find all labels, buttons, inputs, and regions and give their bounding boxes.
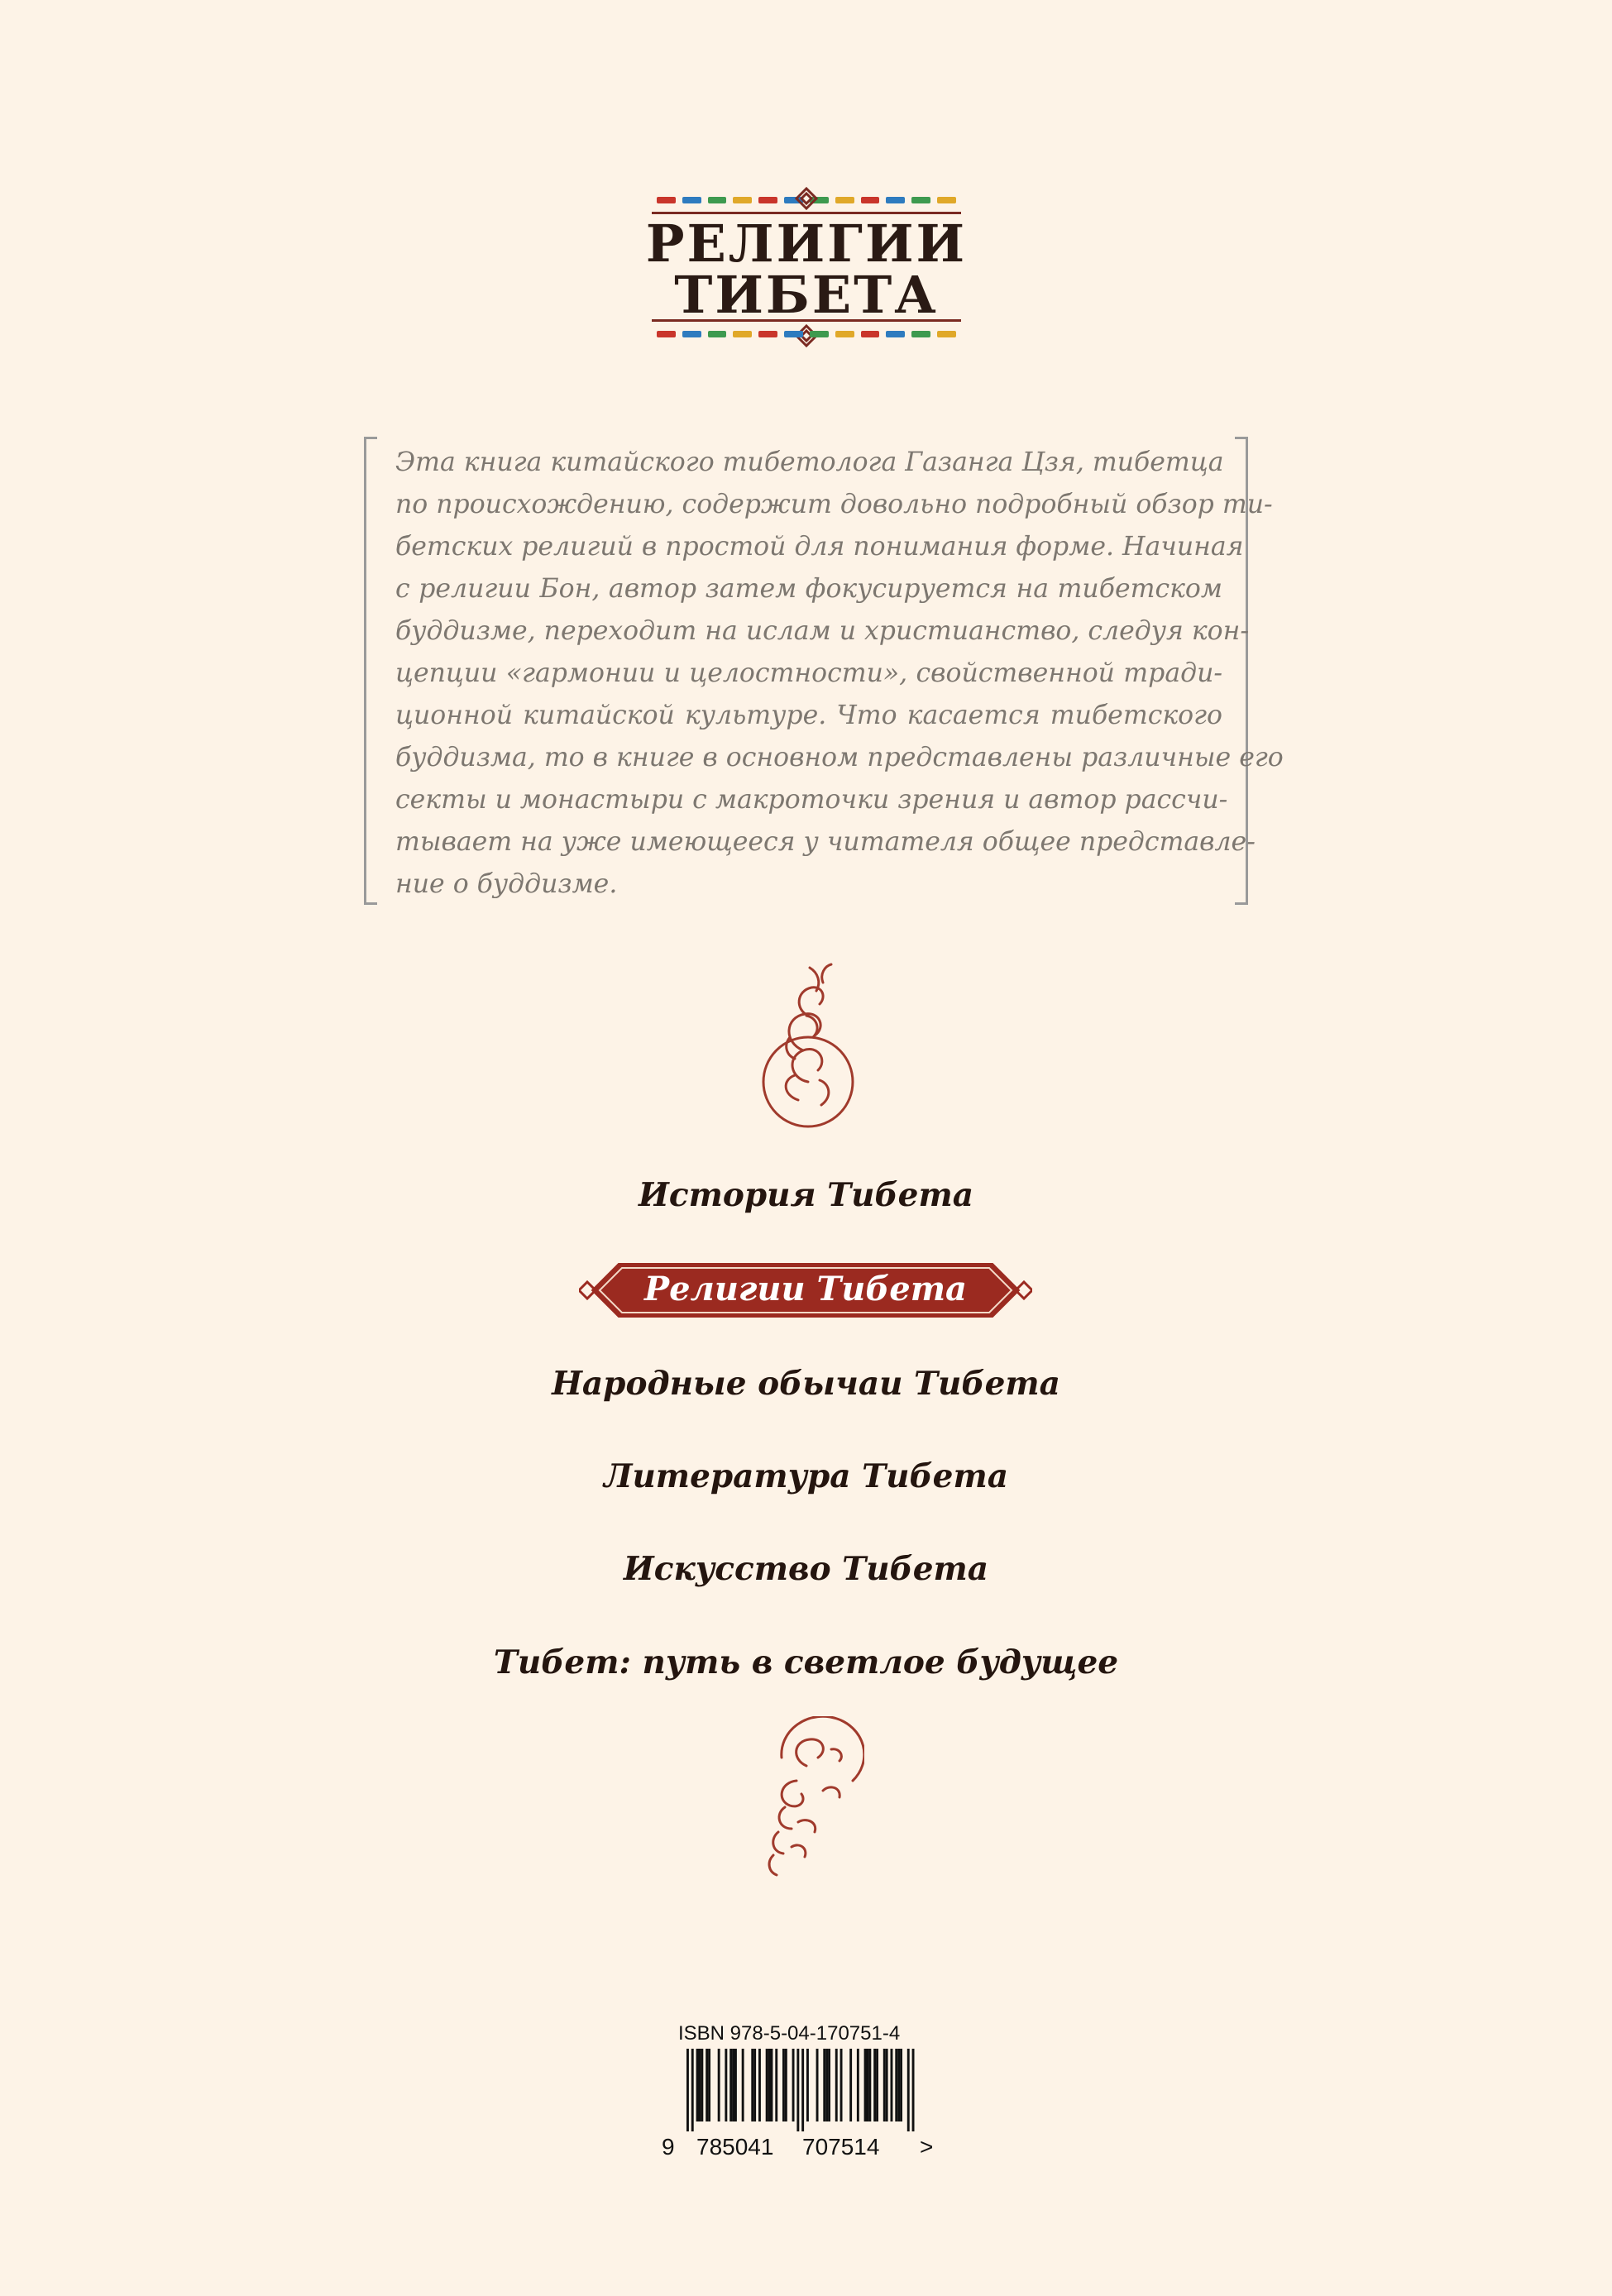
barcode-bar: [806, 2049, 809, 2121]
barcode-bar: [895, 2049, 897, 2121]
stripe-segment: [937, 331, 956, 337]
barcode-bar: [768, 2049, 771, 2121]
barcode-bar: [886, 2049, 888, 2121]
stripe-segment: [657, 331, 676, 337]
isbn-barcode-block: [662, 2022, 935, 2160]
barcode-bar: [782, 2049, 785, 2121]
stripe-segment: [861, 331, 880, 337]
barcode-bar: [785, 2049, 787, 2121]
barcode-bar: [897, 2049, 900, 2121]
description-line: секты и монастыри с макроточки зрения и автор рассчи-: [395, 785, 1228, 815]
stripe-segment: [733, 197, 752, 203]
barcode-bar: [900, 2049, 902, 2121]
barcode-bar: [771, 2049, 773, 2121]
barcode-bar: [706, 2049, 708, 2121]
series-item-religions: Религии Тибета: [644, 1270, 967, 1308]
barcode-bar: [792, 2049, 795, 2121]
stripe-segment: [758, 197, 777, 203]
series-logo: [645, 189, 968, 346]
barcode-bar: [873, 2049, 876, 2121]
barcode-digits-left: 785041: [696, 2134, 774, 2160]
barcode-bar: [696, 2049, 699, 2121]
barcode-bar: [849, 2049, 852, 2121]
isbn-label: ISBN 978-5-04-170751-4: [678, 2022, 901, 2045]
description-line: ние о буддизме.: [395, 869, 618, 899]
barcode-bar: [742, 2049, 744, 2121]
barcode-bar: [729, 2049, 732, 2121]
barcode-bar: [876, 2049, 878, 2121]
barcode-bar: [725, 2049, 727, 2121]
barcode-bar: [907, 2049, 910, 2131]
barcode-bar: [828, 2049, 830, 2121]
barcode-bar: [708, 2049, 710, 2121]
description-line: с религии Бон, автор затем фокусируется на тибетском: [395, 574, 1222, 604]
stripe-segment: [784, 331, 803, 337]
barcode-end-marker: >: [920, 2134, 934, 2160]
bracket-left: [364, 437, 377, 905]
description-line: бетских религий в простой для понимания форме. Начиная: [395, 532, 1244, 562]
logo-color-stripe-bottom: [653, 331, 959, 337]
barcode-bar: [766, 2049, 768, 2121]
flame-cloud-ornament-icon: [749, 958, 864, 1131]
stripe-segment: [682, 197, 701, 203]
barcode-bar: [857, 2049, 859, 2121]
barcode-bar: [718, 2049, 720, 2121]
barcode-bar: [891, 2049, 893, 2121]
stripe-segment: [886, 331, 905, 337]
barcode-bar: [734, 2049, 737, 2121]
barcode-bar: [816, 2049, 819, 2121]
stripe-segment: [708, 331, 727, 337]
barcode-digits-right: 707514: [802, 2134, 880, 2160]
barcode-bar: [867, 2049, 869, 2121]
barcode-bar: [691, 2049, 694, 2131]
barcode-digit-first: 9: [662, 2134, 675, 2160]
flame-cloud-ornament-icon: [749, 1716, 864, 1890]
barcode-bar: [840, 2049, 843, 2121]
barcode-bar: [864, 2049, 867, 2121]
endless-knot-icon: [792, 184, 821, 213]
stripe-segment: [835, 197, 854, 203]
book-description: [364, 437, 1284, 905]
description-text: [395, 442, 1284, 906]
barcode-bar: [825, 2049, 828, 2121]
stripe-segment: [758, 331, 777, 337]
description-line: тывает на уже имеющееся у читателя общее представле-: [395, 827, 1256, 857]
series-item-future: Тибет: путь в светлое будущее: [493, 1643, 1119, 1681]
description-line: ционной китайской культуре. Что касается тибетского: [395, 701, 1222, 730]
stripe-segment: [835, 331, 854, 337]
description-line: по происхождению, содержит довольно подробный обзор ти-: [395, 490, 1273, 519]
stripe-segment: [682, 331, 701, 337]
description-line: буддизма, то в книге в основном представлены различные его: [395, 743, 1284, 773]
barcode: [682, 2049, 922, 2131]
series-item-art: Искусство Тибета: [623, 1550, 989, 1588]
barcode-bar: [758, 2049, 761, 2121]
barcode-bar: [796, 2049, 799, 2131]
barcode-bar: [868, 2049, 871, 2121]
barcode-bar: [801, 2049, 804, 2131]
stripe-segment: [708, 197, 727, 203]
stripe-segment: [810, 331, 829, 337]
series-item-literature: Литература Тибета: [603, 1457, 1009, 1495]
description-line: Эта книга китайского тибетолога Газанга Цзя, тибетца: [395, 447, 1224, 477]
barcode-bar: [701, 2049, 703, 2121]
stripe-segment: [657, 197, 676, 203]
stripe-segment: [861, 197, 880, 203]
stripe-segment: [911, 331, 930, 337]
barcode-bar: [912, 2049, 915, 2131]
description-line: цепции «гармонии и целостности», свойственной тради-: [395, 658, 1222, 688]
barcode-bar: [732, 2049, 734, 2121]
barcode-bar: [775, 2049, 777, 2121]
barcode-bar: [699, 2049, 701, 2121]
series-item-current-banner: [579, 1257, 1032, 1323]
series-item-customs: Народные обычаи Тибета: [552, 1365, 1060, 1403]
barcode-bar: [686, 2049, 689, 2131]
barcode-bar: [751, 2049, 753, 2121]
stripe-segment: [733, 331, 752, 337]
description-line: буддизме, переходит на ислам и христианство, следуя кон-: [395, 616, 1250, 646]
series-item-history: История Тибета: [638, 1176, 973, 1214]
logo-title-line-1: РЕЛИГИИ: [645, 213, 968, 274]
barcode-bar: [823, 2049, 825, 2121]
stripe-segment: [886, 197, 905, 203]
barcode-bar: [835, 2049, 838, 2121]
barcode-bar: [883, 2049, 886, 2121]
stripe-segment: [937, 197, 956, 203]
barcode-bar: [753, 2049, 756, 2121]
logo-title-line-2: ТИБЕТА: [674, 265, 939, 325]
stripe-segment: [911, 197, 930, 203]
